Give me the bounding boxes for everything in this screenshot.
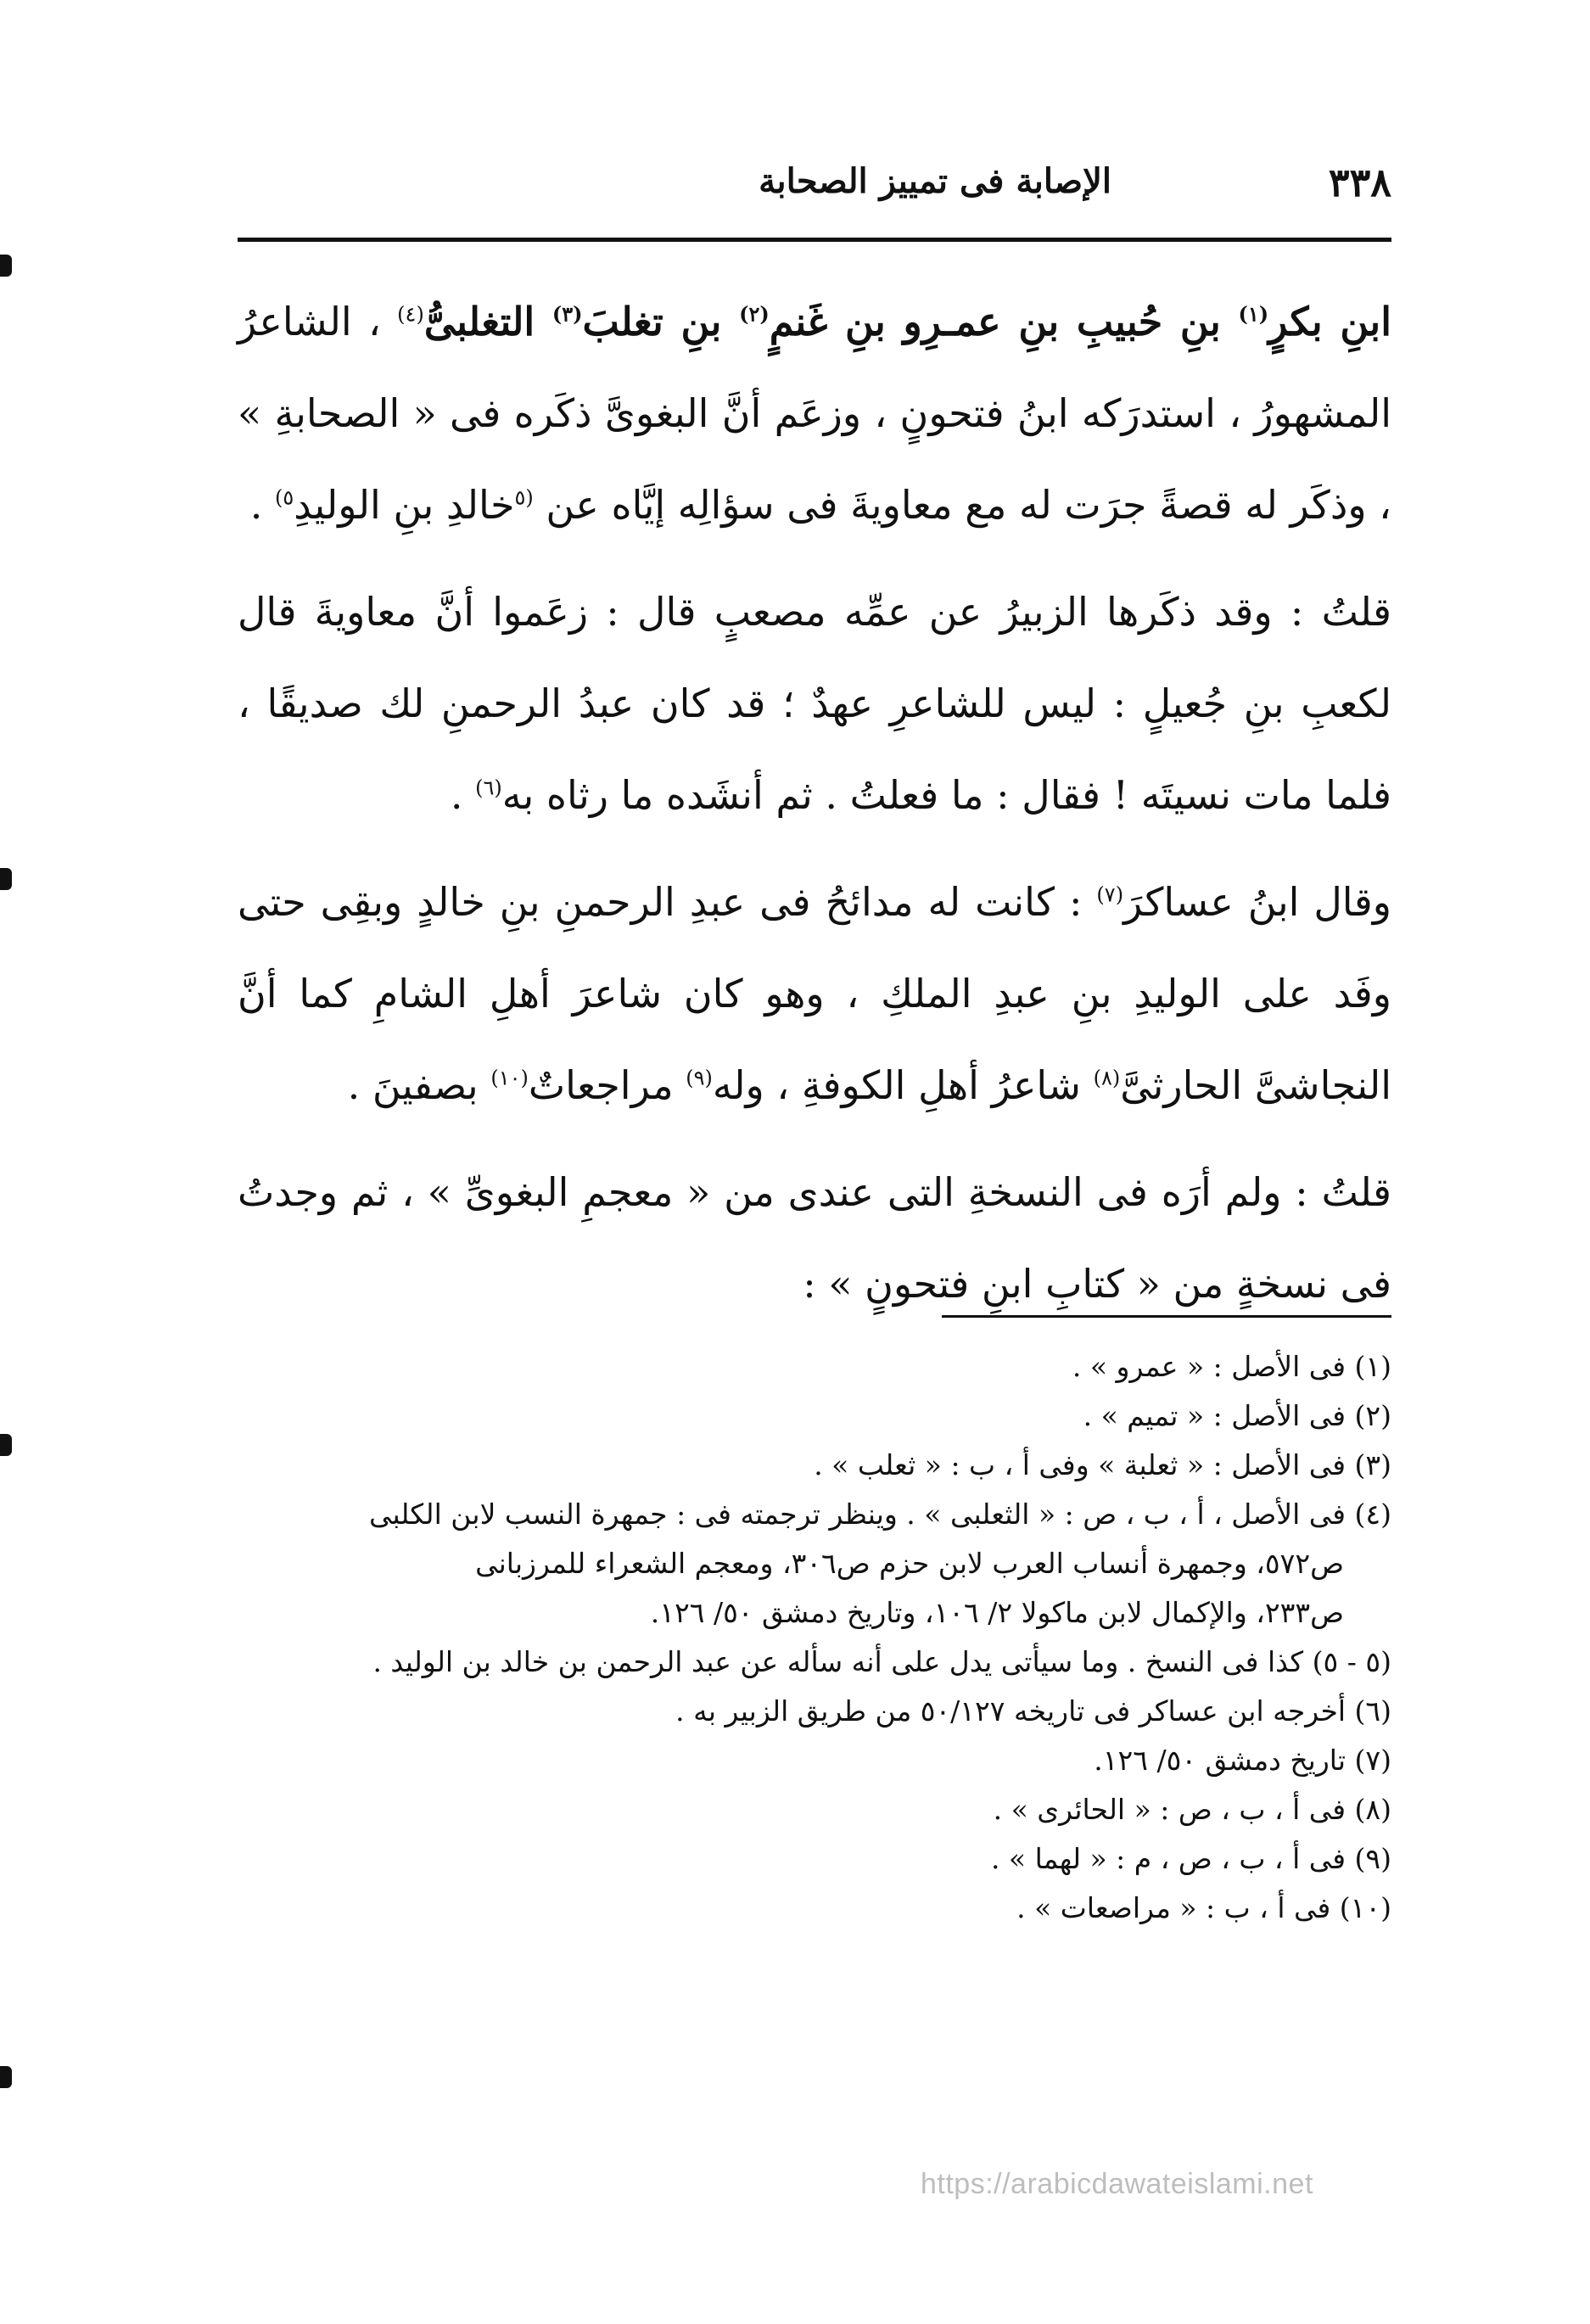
page-number: ٣٣٨ (1328, 160, 1391, 205)
entry-name: ابنِ بكرٍ$^{(١)}$ بنِ حُبيبِ بنِ عمـرِو بنِ غَنمٍ$^{(٢)}$ بنِ تغلبَ$^{(٣)}$ التغلبىُّ (423, 299, 1391, 344)
footnote-ref[interactable]: (٧) (1096, 882, 1124, 907)
footnote-rule (942, 1315, 1391, 1318)
footnote-2: (٢) فى الأصل : « تميم » . (1083, 1399, 1391, 1432)
footnote-4-cont: ص٢٣٣، والإكمال لابن ماكولا ٢/ ١٠٦، وتاريخ دمشق ٥٠/ ١٢٦. (650, 1596, 1344, 1629)
page-header (238, 160, 1391, 210)
footnote-ref[interactable]: (٥ (514, 485, 534, 510)
footnote-ref[interactable]: (٢) (739, 301, 770, 327)
footnote-ref[interactable]: (١٠) (490, 1066, 529, 1090)
footnote-ref[interactable]: (١) (1238, 301, 1269, 327)
paragraph-4: قلتُ : ولم أرَه فى النسخةِ التى عندى من « معجمِ البغوىِّ » ، ثم وجدتُ فى نسخةٍ من « كتابِ ابنِ فتحونٍ » : (238, 1169, 1391, 1307)
footnote-9: (٩) فى أ ، ب ، ص ، م : « لهما » . (990, 1842, 1391, 1875)
main-text (238, 276, 1391, 1345)
footnote-8: (٨) فى أ ، ب ، ص : « الحائرى » . (993, 1793, 1391, 1826)
footnote-1: (١) فى الأصل : « عمرو » . (1072, 1350, 1391, 1383)
footnote-ref[interactable]: (٦) (475, 776, 502, 800)
footnote-4: (٤) فى الأصل ، أ ، ب ، ص : « الثعلبى » . وينظر ترجمته فى : جمهرة النسب لابن الكلبى (368, 1498, 1391, 1531)
footnote-ref[interactable]: ٥) (274, 485, 294, 510)
footnote-7: (٧) تاريخ دمشق ٥٠/ ١٢٦. (1094, 1744, 1391, 1777)
footnotes (238, 1342, 1391, 1933)
footnote-3: (٣) فى الأصل : « ثعلبة » وفى أ ، ب : « ثعلب » . (814, 1448, 1391, 1481)
watermark-url: https://arabicdawateislami.net (921, 2168, 1313, 2200)
footnote-5: (٥ - ٥) كذا فى النسخ . وما سيأتى يدل على أنه سأله عن عبد الرحمن بن خالد بن الوليد . (372, 1645, 1391, 1678)
paragraph-2: قلتُ : وقد ذكَرها الزبيرُ عن عمِّه مصعبٍ قال : زعَموا أنَّ معاويةَ قال لكعبِ بنِ جُعيلٍ : ليس للشاعرِ عهدٌ ؛ قد كان عبدُ الرحمنِ لك صديقًا ، فلما مات نسيتَه ! فقال : ما فعلتُ . ثم أنشَده ما رثاه به$^{(٦)}$ . (238, 589, 1391, 818)
footnote-6: (٦) أخرجه ابن عساكر فى تاريخه ٥٠/١٢٧ من طريق الزبير به . (675, 1694, 1391, 1728)
paragraph-1: ابنِ بكرٍ$^{(١)}$ بنِ حُبيبِ بنِ عمـرِو بنِ غَنمٍ$^{(٢)}$ بنِ تغلبَ$^{(٣)}$ التغلبىُّ$^{(٤)}$ ، الشاعرُ المشهورُ ، استدرَكه ابنُ فتحونٍ ، وزعَم أنَّ البغوىَّ ذكَره فى « الصحابةِ » ، وذكَر له قصةً جرَت له مع معاويةَ فى سؤالِه إيَّاه عن $^{(٥}$خالدِ بنِ الوليدِ$^{٥)}$ . (238, 299, 1392, 528)
footnote-ref[interactable]: (٣) (551, 301, 583, 327)
header-rule (238, 238, 1391, 242)
footnote-4-cont: ص٥٧٢، وجمهرة أنساب العرب لابن حزم ص٣٠٦، ومعجم الشعراء للمرزبانى (475, 1547, 1344, 1580)
footnote-ref[interactable]: (٨) (1093, 1066, 1121, 1090)
scan-edge-mark (0, 2066, 12, 2088)
footnote-10: (١٠) فى أ ، ب : « مراصعات » . (1016, 1891, 1391, 1924)
paragraph-3: وقال ابنُ عساكرَ$^{(٧)}$ : كانت له مدائحُ فى عبدِ الرحمنِ بنِ خالدٍ وبقِى حتى وفَد على الوليدِ بنِ عبدِ الملكِ ، وهو كان شاعرَ أهلِ الشامِ كما أنَّ النجاشىَّ الحارثىَّ$^{(٨)}$ شاعرُ أهلِ الكوفةِ ، وله$^{(٩)}$ مراجعاتٌ$^{(١٠)}$ بصفينَ . (238, 879, 1391, 1108)
scan-edge-mark (0, 1434, 12, 1456)
scan-edge-mark (0, 868, 12, 890)
running-title: الإصابة فى تمييز الصحابة (759, 161, 1111, 201)
scan-edge-mark (0, 255, 12, 277)
footnote-ref[interactable]: (٩) (686, 1066, 713, 1090)
footnote-ref[interactable]: (٤) (397, 302, 424, 327)
